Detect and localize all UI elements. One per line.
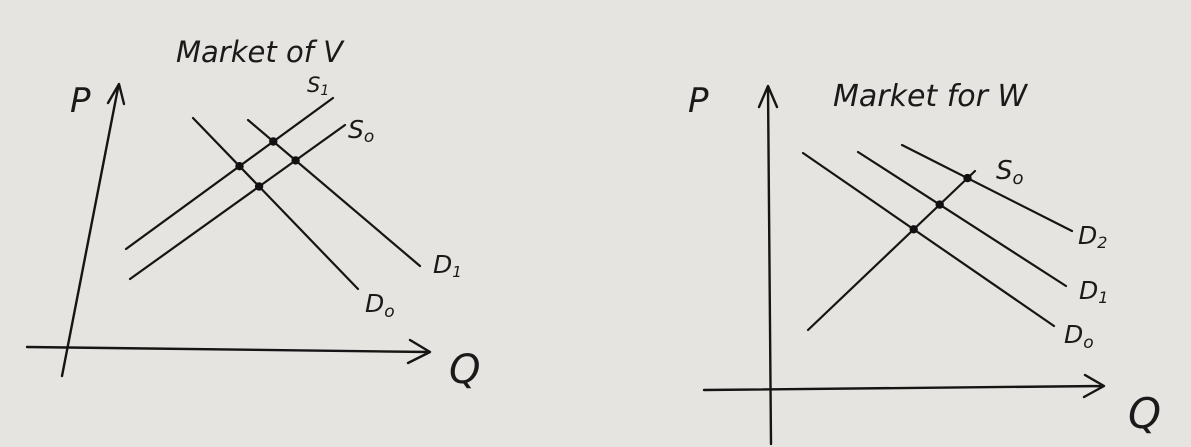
equilibrium-point [936, 200, 944, 208]
curve-label-d1-v: D1 [433, 250, 462, 281]
equilibrium-point [269, 137, 277, 145]
price-axis-label-w: P [688, 81, 709, 121]
curve-label-s1-v: S1 [307, 73, 330, 99]
quantity-axis-label-w: Q [1128, 389, 1162, 438]
curve-label-d0-v: $D_o$ [365, 289, 395, 322]
equilibrium-point [963, 174, 971, 182]
curve-label-d0-w: $D_o$ [1064, 320, 1094, 353]
equilibrium-point [255, 182, 263, 190]
price-axis-label-v: P [70, 81, 91, 121]
curve-label-d2-w: D2 [1078, 221, 1108, 252]
title-market-for-w: Market for W [833, 79, 1028, 114]
equilibrium-point [910, 225, 918, 233]
quantity-axis-label-v: Q [449, 347, 481, 393]
curve-label-d1-w: D1 [1079, 276, 1109, 307]
equilibrium-point [291, 156, 299, 164]
curve-label-s0-v: So [348, 115, 375, 147]
equilibrium-point [235, 162, 243, 170]
title-market-of-v: Market of V [176, 35, 343, 69]
curve-label-s0-w: So [996, 156, 1024, 189]
